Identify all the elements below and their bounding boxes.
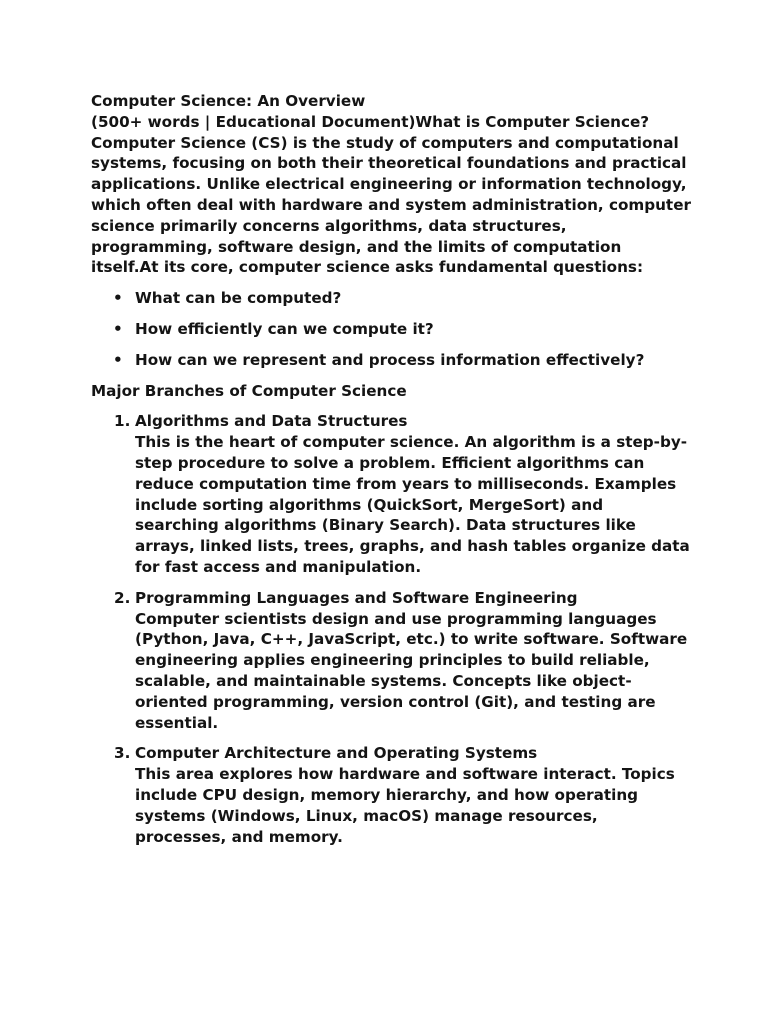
branch-title: Algorithms and Data Structures bbox=[135, 412, 408, 431]
list-item bbox=[91, 319, 691, 340]
branch-description: This area explores how hardware and software interact. Topics include CPU design, memory hierarchy, and how operating systems (Windows, Linux, macOS) manage resources, processes, and memory. bbox=[135, 765, 675, 846]
list-item bbox=[91, 288, 691, 309]
bullet-icon: • bbox=[113, 319, 123, 338]
branch-title: Programming Languages and Software Engineering bbox=[135, 588, 578, 607]
intro-paragraph: (500+ words | Educational Document)What is Computer Science? Computer Science (CS) is the study of computers and computational systems, focusing on both their theoretical foundations and practical applications. Unlike electrical engineering or information technology, which often deal with hardware and system administration, computer science primarily concerns algorithms, data structures, programming, software design, and the limits of computation itself.At its core, computer science asks fundamental questions: bbox=[91, 112, 691, 277]
list-item bbox=[91, 743, 691, 847]
branch-description: Computer scientists design and use programming languages (Python, Java, C++, JavaScript, etc.) to write software. Software engineering applies engineering principles to build reliable, scalable, and maintainable systems. Concepts like object-oriented programming, version control (Git), and testing are essential. bbox=[135, 609, 688, 732]
bullet-icon: • bbox=[113, 289, 123, 308]
question-text: What can be computed? bbox=[135, 289, 342, 308]
branch-description: This is the heart of computer science. An algorithm is a step-by-step procedure to solve a problem. Efficient algorithms can reduce computation time from years to milliseconds. Examples include sorting algorithms (QuickSort, MergeSort) and searching algorithms (Binary Search). Data structures like arrays, linked lists, trees, graphs, and hash tables organize data for fast access and manipulation. bbox=[135, 433, 690, 576]
document-title: Computer Science: An Overview bbox=[91, 92, 366, 110]
list-number: 2. bbox=[114, 588, 131, 607]
intro-section bbox=[91, 91, 691, 278]
question-text: How can we represent and process information effectively? bbox=[135, 350, 645, 369]
branches-heading: Major Branches of Computer Science bbox=[91, 381, 407, 400]
list-number: 1. bbox=[114, 412, 131, 431]
list-item bbox=[91, 588, 691, 734]
list-item bbox=[91, 411, 691, 577]
branch-title: Computer Architecture and Operating Systems bbox=[135, 744, 538, 763]
branches-list bbox=[91, 411, 691, 847]
list-item bbox=[91, 350, 691, 371]
question-text: How efficiently can we compute it? bbox=[135, 319, 434, 338]
document-content bbox=[91, 91, 691, 857]
bullet-icon: • bbox=[113, 350, 123, 369]
list-number: 3. bbox=[114, 744, 131, 763]
questions-list bbox=[91, 288, 691, 370]
